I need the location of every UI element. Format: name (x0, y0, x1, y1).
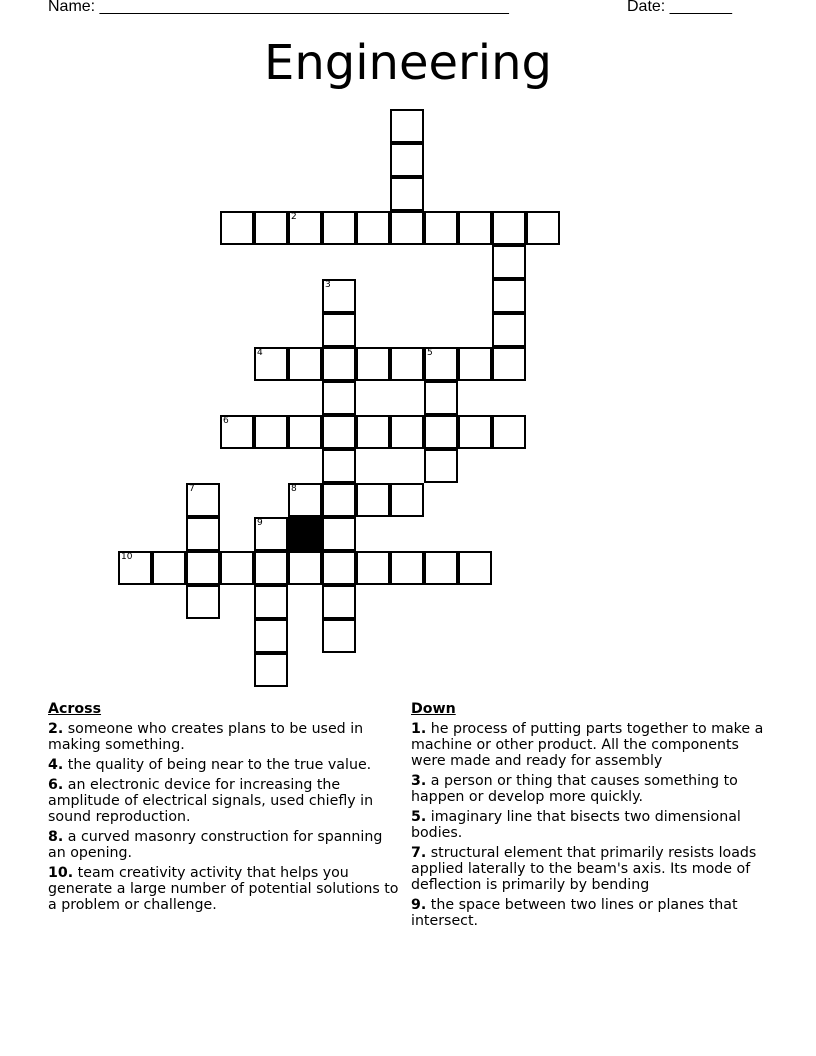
clue-item-text: structural element that primarily resists loads applied laterally to the beam's axis. Its mode of deflection is primarily by bending (411, 845, 757, 893)
crossword-cell[interactable] (288, 211, 322, 245)
clue-number: 2 (291, 212, 297, 222)
crossword-cell[interactable] (322, 211, 356, 245)
across-heading: Across (48, 701, 102, 717)
crossword-cell[interactable] (492, 415, 526, 449)
crossword-cell[interactable] (152, 551, 186, 585)
clue-number: 4 (257, 348, 263, 358)
clue-number: 6 (223, 416, 229, 426)
crossword-cell[interactable] (424, 449, 458, 483)
crossword-cell[interactable] (254, 585, 288, 619)
name-field[interactable]: Name: ______________________________________________ (48, 0, 509, 15)
page-title: Engineering (264, 35, 552, 91)
clue-number: 3 (325, 280, 331, 290)
across-list (48, 721, 400, 913)
clue-item-number: 2. (48, 721, 64, 737)
clue-item-number: 1. (411, 721, 427, 737)
crossword-cell[interactable] (186, 483, 220, 517)
clue-number: 9 (257, 518, 263, 528)
clue-item-number: 5. (411, 809, 427, 825)
crossword-cell[interactable] (424, 211, 458, 245)
crossword-cell[interactable] (254, 415, 288, 449)
clue-item-text: a curved masonry construction for spanning an opening. (48, 829, 383, 861)
clue-item (411, 721, 771, 769)
clue-item-text: an electronic device for increasing the amplitude of electrical signals, used chiefly in sound reproduction. (48, 777, 374, 825)
crossword-cell[interactable] (322, 585, 356, 619)
clue-item (48, 721, 400, 753)
crossword-cell[interactable] (322, 619, 356, 653)
crossword-cell[interactable] (390, 347, 424, 381)
crossword-cell[interactable] (390, 211, 424, 245)
crossword-cell[interactable] (390, 177, 424, 211)
clue-item (48, 829, 400, 861)
clue-item-text: someone who creates plans to be used in making something. (48, 721, 364, 753)
clue-number: 10 (121, 552, 133, 562)
clue-item (411, 845, 771, 893)
crossword-cell[interactable] (526, 211, 560, 245)
clue-item (411, 773, 771, 805)
crossword-cell[interactable] (322, 347, 356, 381)
crossword-cell[interactable] (118, 551, 152, 585)
clue-item-text: he process of putting parts together to make a machine or other product. All the components were made and ready for assembly (411, 721, 764, 769)
clue-item-number: 9. (411, 897, 427, 913)
clue-item-number: 7. (411, 845, 427, 861)
crossword-cell[interactable] (424, 347, 458, 381)
crossword-cell[interactable] (186, 551, 220, 585)
crossword-cell[interactable] (356, 347, 390, 381)
crossword-cell[interactable] (424, 381, 458, 415)
clue-item (411, 897, 771, 929)
clue-item-number: 8. (48, 829, 64, 845)
down-clues (411, 701, 771, 933)
clue-item-number: 6. (48, 777, 64, 793)
down-heading: Down (411, 701, 456, 717)
crossword-cell[interactable] (424, 415, 458, 449)
crossword-cell[interactable] (492, 211, 526, 245)
clue-item-text: imaginary line that bisects two dimensional bodies. (411, 809, 741, 841)
crossword-cell[interactable] (322, 517, 356, 551)
clue-item-number: 10. (48, 865, 74, 881)
clue-number: 8 (291, 484, 297, 494)
crossword-cell[interactable] (288, 483, 322, 517)
crossword-cell[interactable] (254, 517, 288, 551)
clue-item-number: 3. (411, 773, 427, 789)
crossword-cell[interactable] (458, 211, 492, 245)
clue-number: 7 (189, 484, 195, 494)
crossword-cell[interactable] (322, 279, 356, 313)
crossword-cell[interactable] (322, 313, 356, 347)
clue-item (48, 757, 400, 773)
crossword-cell[interactable] (220, 211, 254, 245)
crossword-cell[interactable] (220, 415, 254, 449)
crossword-cell[interactable] (458, 415, 492, 449)
crossword-cell[interactable] (424, 551, 458, 585)
crossword-cell[interactable] (322, 381, 356, 415)
clue-item (48, 777, 400, 825)
crossword-cell[interactable] (186, 517, 220, 551)
crossword-cell[interactable] (492, 245, 526, 279)
crossword-cell[interactable] (254, 551, 288, 585)
crossword-cell[interactable] (254, 619, 288, 653)
clue-item-text: the space between two lines or planes that intersect. (411, 897, 738, 929)
crossword-cell[interactable] (288, 415, 322, 449)
crossword-cell[interactable] (390, 109, 424, 143)
across-clues (48, 701, 400, 917)
crossword-cell[interactable] (390, 551, 424, 585)
crossword-cell[interactable] (186, 585, 220, 619)
crossword-cell[interactable] (322, 449, 356, 483)
clue-item-text: team creativity activity that helps you generate a large number of potential solutions to a problem or challenge. (48, 865, 399, 913)
crossword-cell[interactable] (356, 483, 390, 517)
crossword-cell[interactable] (356, 415, 390, 449)
crossword-cell[interactable] (254, 347, 288, 381)
clue-item-number: 4. (48, 757, 64, 773)
date-field[interactable]: Date: _______ (627, 0, 732, 15)
crossword-cell[interactable] (492, 279, 526, 313)
clue-number: 5 (427, 348, 433, 358)
clue-item-text: a person or thing that causes something to happen or develop more quickly. (411, 773, 738, 805)
crossword-cell[interactable] (322, 551, 356, 585)
clue-item (48, 865, 400, 913)
crossword-cell[interactable] (288, 347, 322, 381)
crossword-cell[interactable] (492, 347, 526, 381)
clue-item (411, 809, 771, 841)
crossword-cell[interactable] (322, 483, 356, 517)
crossword-cell[interactable] (390, 483, 424, 517)
crossword-cell[interactable] (254, 653, 288, 687)
down-list (411, 721, 771, 929)
crossword-cell[interactable] (492, 313, 526, 347)
crossword-cell[interactable] (356, 551, 390, 585)
crossword-cell[interactable] (356, 211, 390, 245)
crossword-cell[interactable] (322, 415, 356, 449)
crossword-cell[interactable] (390, 143, 424, 177)
crossword-cell[interactable] (288, 551, 322, 585)
clue-item-text: the quality of being near to the true value. (67, 757, 372, 773)
blocked-cell (288, 517, 322, 551)
crossword-cell[interactable] (458, 551, 492, 585)
crossword-cell[interactable] (220, 551, 254, 585)
crossword-cell[interactable] (458, 347, 492, 381)
crossword-cell[interactable] (254, 211, 288, 245)
crossword-cell[interactable] (390, 415, 424, 449)
